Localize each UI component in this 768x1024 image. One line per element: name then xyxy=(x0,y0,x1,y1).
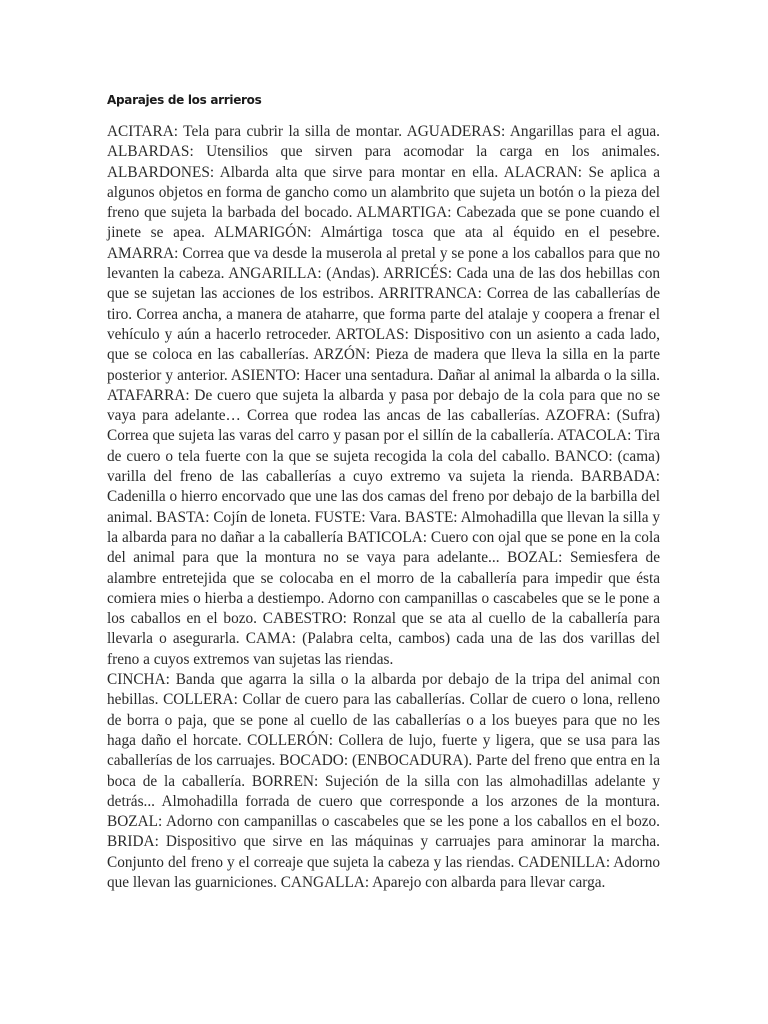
paragraph: ACITARA: Tela para cubrir la silla de montar. AGUADERAS: Angarillas para el agua. ALBARDAS: Utensilios que sirven para acomodar la carga en los animales. ALBARDONES: Albarda alta que sirve para montar en ella. ALACRAN: Se aplica a algunos objetos en forma de gancho como un alambrito que sujeta un botón o la pieza del freno que sujeta la barbada del bocado. ALMARTIGA: Cabezada que se pone cuando el jinete se apea. ALMARIGÓN: Almártiga tosca que ata al équido en el pesebre. AMARRA: Correa que va desde la muserola al pretal y se pone a los caballos para que no levanten la cabeza. ANGARILLA: (Andas). ARRICÉS: Cada una de las dos hebillas con que se sujetan las acciones de los estribos. ARRITRANCA: Correa de las caballerías de tiro. Correa ancha, a manera de ataharre, que forma parte del atalaje y coopera a frenar el vehículo y aún a hacerlo retroceder. ARTOLAS: Dispositivo con un asiento a cada lado, que se coloca en las caballerías. ARZÓN: Pieza de madera que lleva la silla en la parte posterior y anterior. ASIENTO: Hacer una sentadura. Dañar al animal la albarda o la silla. ATAFARRA: De cuero que sujeta la albarda y pasa por debajo de la cola para que no se vaya para adelante… Correa que rodea las ancas de las caballerías. AZOFRA: (Sufra) Correa que sujeta las varas del carro y pasan por el sillín de la caballería. ATACOLA: Tira de cuero o tela fuerte con la que se sujeta recogida la cola del caballo. BANCO: (cama) varilla del freno de las caballerías a cuyo extremo va sujeta la rienda. BARBADA: Cadenilla o hierro encorvado que une las dos camas del freno por debajo de la barbilla del animal. BASTA: Cojín de loneta. FUSTE: Vara. BASTE: Almohadilla que llevan la silla y la albarda para no dañar a la caballería BATICOLA: Cuero con ojal que se pone en la cola del animal para que la montura no se vaya para adelante... BOZAL: Semiesfera de alambre entretejida que se colocaba en el morro de la caballería para impedir que ésta comiera mies o hierba a destiempo. Adorno con campanillas o cascabeles que se le pone a los caballos en el bozo. CABESTRO: Ronzal que se ata al cuello de la caballería para llevarla o asegurarla. CAMA: (Palabra celta, cambos) cada una de las dos varillas del freno a cuyos extremos van sujetas las riendas. xyxy=(107,123,660,668)
document-heading: Aparajes de los arrieros xyxy=(107,93,262,107)
paragraph: CINCHA: Banda que agarra la silla o la albarda por debajo de la tripa del animal con hebillas. COLLERA: Collar de cuero para las caballerías. Collar de cuero o lona, relleno de borra o paja, que se pone al cuello de las caballerías o a los bueyes para que no les haga daño el horcate. COLLERÓN: Collera de lujo, fuerte y ligera, que se usa para las caballerías de los carruajes. BOCADO: (ENBOCADURA). Parte del freno que entra en la boca de la caballería. BORREN: Sujeción de la silla con las almohadillas adelante y detrás... Almohadilla forrada de cuero que corresponde a los arzones de la montura. BOZAL: Adorno con campanillas o cascabeles que se les pone a los caballos en el bozo. BRIDA: Dispositivo que sirve en las máquinas y carruajes para aminorar la marcha. Conjunto del freno y el correaje que sujeta la cabeza y las riendas. CADENILLA: Adorno que llevan las guarniciones. CANGALLA: Aparejo con albarda para llevar carga. xyxy=(107,671,660,891)
document-body xyxy=(107,122,660,893)
